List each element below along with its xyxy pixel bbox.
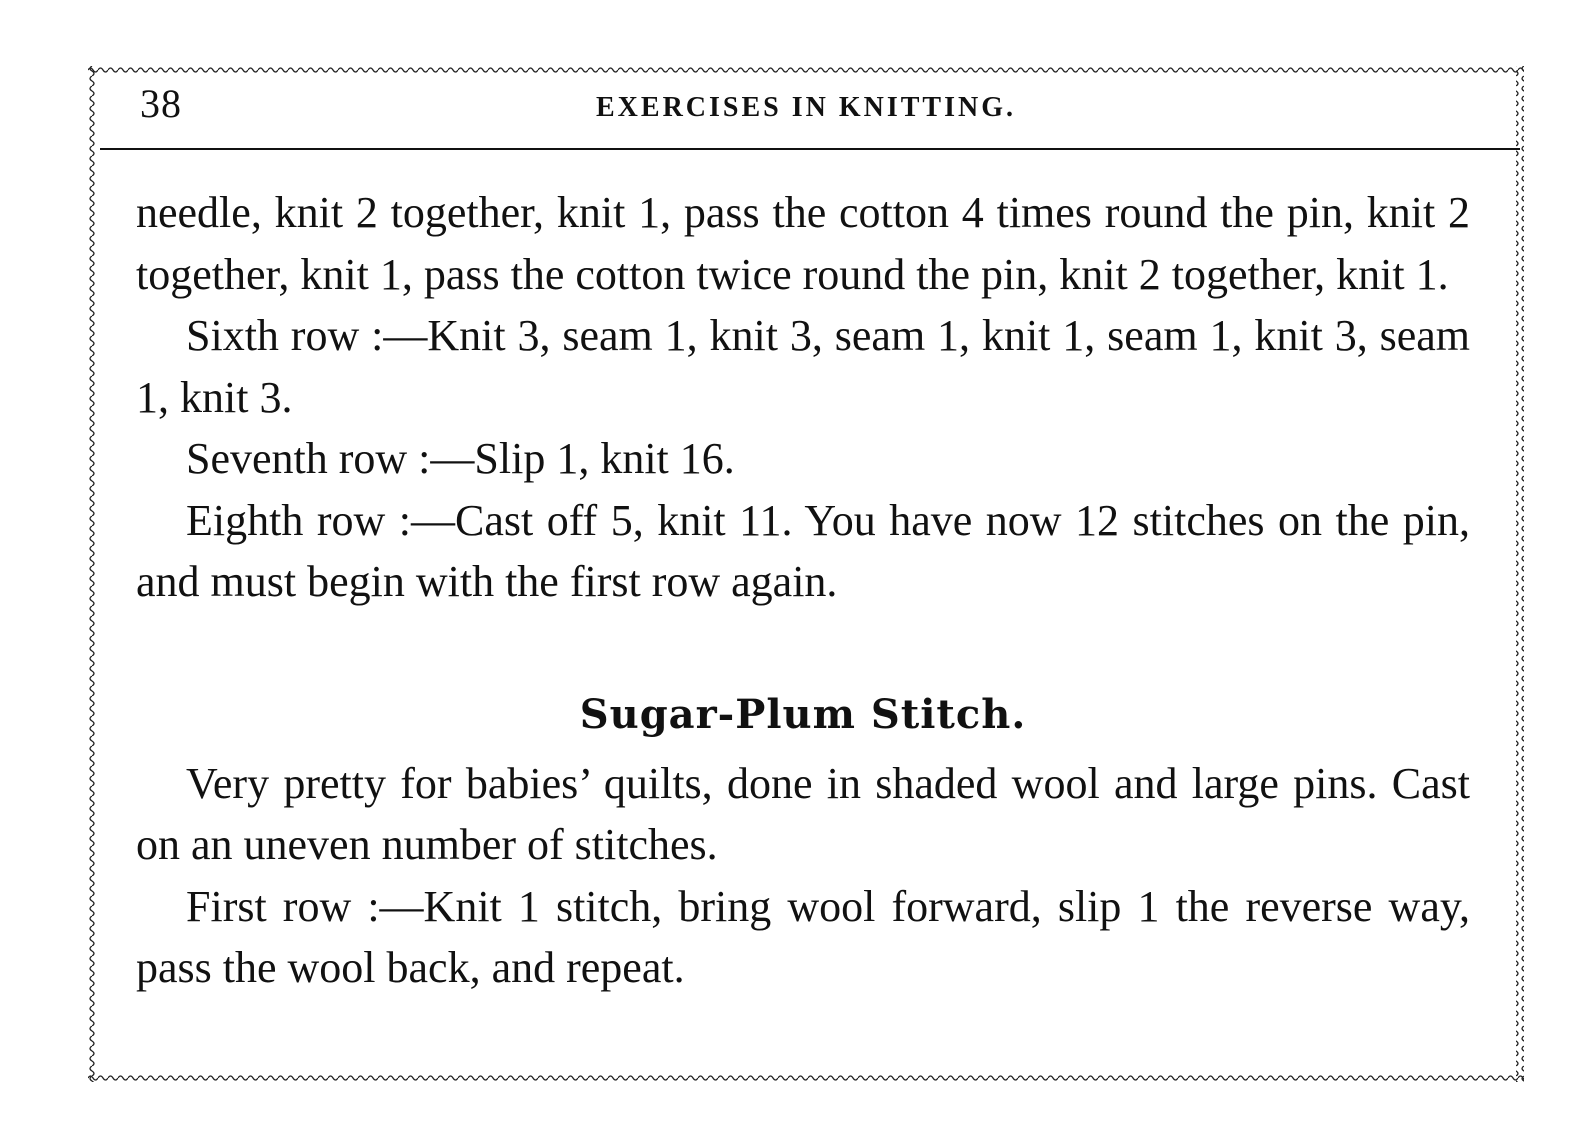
header-rule: [100, 148, 1520, 150]
first-row-paragraph: First row :—Knit 1 stitch, bring wool forward, slip 1 the reverse way, pass the wool back, and repeat.: [136, 881, 1470, 992]
page-number: 38: [140, 81, 182, 126]
eighth-row-paragraph: Eighth row :—Cast off 5, knit 11. You have now 12 stitches on the pin, and must begin with the first row again.: [136, 495, 1470, 606]
seventh-row-paragraph: Seventh row :—Slip 1, knit 16.: [186, 434, 735, 483]
intro-paragraph: Very pretty for babies’ quilts, done in shaded wool and large pins. Cast on an uneven number of stitches.: [136, 758, 1470, 869]
sixth-row-paragraph: Sixth row :—Knit 3, seam 1, knit 3, seam 1, knit 1, seam 1, knit 3, seam 1, knit 3.: [136, 311, 1470, 422]
continuation-paragraph: needle, knit 2 together, knit 1, pass the cotton 4 times round the pin, knit 2 together, knit 1, pass the cotton twice round the pin, knit 2 together, knit 1.: [136, 188, 1470, 299]
section-heading: Sugar-Plum Stitch.: [579, 690, 1027, 738]
running-head: EXERCISES IN KNITTING.: [596, 92, 1016, 123]
text-block: [136, 182, 1470, 999]
